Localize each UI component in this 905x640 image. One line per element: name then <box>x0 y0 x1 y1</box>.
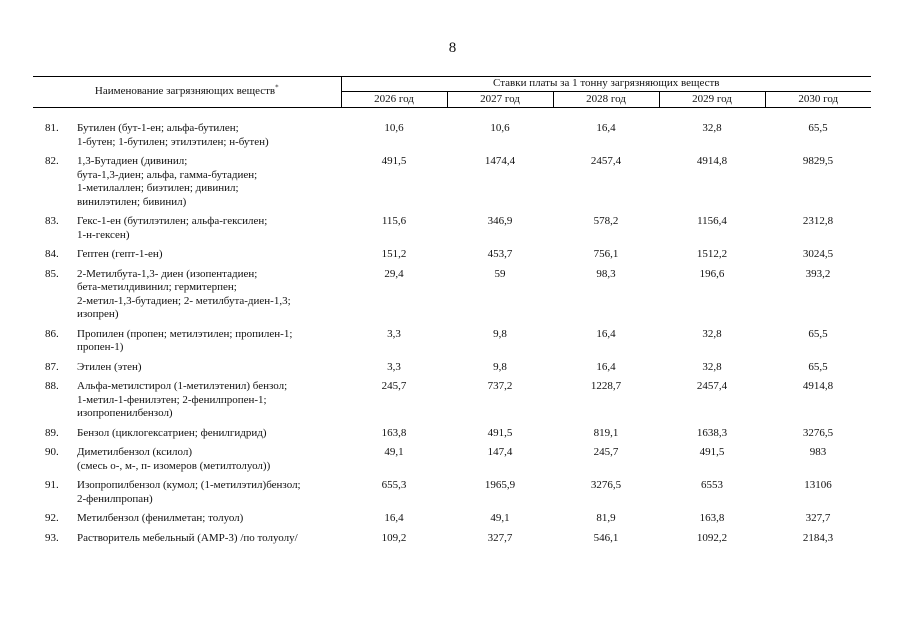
rate-value: 147,4 <box>487 446 513 458</box>
rate-value: 1965,9 <box>484 479 516 491</box>
rate-value: 756,1 <box>593 248 619 260</box>
substance-name-line: пропен-1) <box>77 341 124 353</box>
substance-name <box>75 427 341 447</box>
table-row <box>33 446 871 479</box>
substance-name-line: винилэтилен; бивинил) <box>77 195 187 208</box>
rate-value: 546,1 <box>593 531 619 544</box>
substance-name <box>75 532 341 552</box>
rate-value: 1638,3 <box>696 426 728 439</box>
rate-value: 3024,5 <box>802 248 834 260</box>
substance-name-line: бета-метилдивинил; гермитерпен; <box>77 281 237 293</box>
table-row <box>33 215 871 248</box>
substance-name <box>75 215 341 248</box>
rate-value: 3,3 <box>387 327 401 340</box>
row-number: 84. <box>45 248 59 260</box>
rate-value: 2184,3 <box>802 531 834 544</box>
rate-value: 2457,4 <box>696 380 728 392</box>
substance-name-line: 1,3-Бутадиен (дивинил; <box>77 155 188 167</box>
rate-value: 327,7 <box>487 531 513 544</box>
row-number: 87. <box>45 360 59 373</box>
rate-value: 9,8 <box>493 327 507 340</box>
row-number: 88. <box>45 380 59 392</box>
column-header-year: 2029 год <box>659 92 765 108</box>
column-header-year: 2027 год <box>447 92 553 108</box>
substance-name-line: Гекс-1-ен (бутилэтилен; альфа-гексилен; <box>77 215 268 227</box>
rate-value: 65,5 <box>808 327 828 340</box>
substance-name-line: бута-1,3-диен; альфа, гамма-бутадиен; <box>77 168 258 181</box>
rate-value: 2312,8 <box>802 215 834 227</box>
rate-value: 109,2 <box>381 531 407 544</box>
rate-value: 327,7 <box>805 512 831 524</box>
table-row <box>33 248 871 268</box>
column-header-year: 2028 год <box>553 92 659 108</box>
rate-value: 245,7 <box>593 446 619 458</box>
substance-name <box>75 512 341 532</box>
rate-value: 65,5 <box>808 360 828 373</box>
substance-name-line: 1-метилаллен; биэтилен; дивинил; <box>77 182 239 194</box>
row-number: 85. <box>45 267 59 280</box>
column-header-year: 2030 год <box>765 92 871 108</box>
substance-name <box>75 268 341 328</box>
rate-value: 4914,8 <box>696 155 728 167</box>
substance-name-line: Гептен (гепт-1-ен) <box>77 248 163 260</box>
rate-value: 9,8 <box>493 360 507 373</box>
rate-value: 10,6 <box>490 122 510 134</box>
rate-value: 245,7 <box>381 380 407 392</box>
substance-name-line: 1-н-гексен) <box>77 228 130 241</box>
substance-name-line: Бутилен (бут-1-ен; альфа-бутилен; <box>77 122 239 134</box>
rate-value: 10,6 <box>384 122 404 134</box>
rate-value: 983 <box>809 446 827 458</box>
rate-value: 32,8 <box>702 327 722 340</box>
substance-name-line: Бензол (циклогексатриен; фенилгидрид) <box>77 426 267 439</box>
rate-value: 346,9 <box>487 215 513 227</box>
table-row <box>33 479 871 512</box>
rate-value: 1092,2 <box>696 531 728 544</box>
rate-value: 453,7 <box>487 248 513 260</box>
row-number: 91. <box>45 479 59 491</box>
substance-name <box>75 155 341 215</box>
table-row <box>33 361 871 381</box>
row-number: 81. <box>45 122 59 134</box>
rate-value: 491,5 <box>699 446 725 458</box>
rate-value: 737,2 <box>487 380 513 392</box>
table-row <box>33 122 871 155</box>
substance-name-line: изопропенилбензол) <box>77 407 173 419</box>
table-body <box>33 108 871 552</box>
table-row <box>33 328 871 361</box>
row-number: 93. <box>45 531 59 544</box>
rate-value: 115,6 <box>381 215 407 227</box>
rate-value: 16,4 <box>596 327 616 340</box>
rate-value: 578,2 <box>593 215 619 227</box>
table-row <box>33 512 871 532</box>
page-number: 8 <box>448 40 457 56</box>
rate-value: 655,3 <box>381 479 407 491</box>
rate-value: 1512,2 <box>696 248 728 260</box>
row-number: 90. <box>45 446 59 458</box>
substance-name <box>75 248 341 268</box>
pollutant-rates-table <box>33 76 871 551</box>
rate-value: 3,3 <box>387 360 401 373</box>
substance-name <box>75 380 341 427</box>
rate-value: 59 <box>494 267 506 280</box>
row-number: 82. <box>45 155 59 167</box>
rate-value: 819,1 <box>593 426 619 439</box>
rate-value: 163,8 <box>699 512 725 524</box>
rate-value: 49,1 <box>490 512 510 524</box>
row-number: 83. <box>45 215 59 227</box>
rate-value: 2457,4 <box>590 155 622 167</box>
row-number: 86. <box>45 327 59 340</box>
column-header-substance-label: Наименование загрязняющих веществ <box>94 85 276 98</box>
rate-value: 196,6 <box>699 267 725 280</box>
rate-value: 151,2 <box>381 248 407 260</box>
rate-value: 32,8 <box>702 360 722 373</box>
table-row <box>33 268 871 328</box>
substance-name-line: 2-фенилпропан) <box>77 492 153 505</box>
substance-name <box>75 361 341 381</box>
rate-value: 32,8 <box>702 122 722 134</box>
rate-value: 65,5 <box>808 122 828 134</box>
rate-value: 16,4 <box>596 360 616 373</box>
substance-name-line: Метилбензол (фенилметан; толуол) <box>77 512 244 524</box>
substance-name <box>75 122 341 155</box>
substance-name-line: Пропилен (пропен; метилэтилен; пропилен-1; <box>77 327 293 340</box>
rate-value: 393,2 <box>805 267 831 280</box>
rate-value: 1156,4 <box>697 215 727 227</box>
rate-value: 1228,7 <box>590 380 622 392</box>
rate-value: 98,3 <box>596 267 616 280</box>
rate-value: 3276,5 <box>802 426 834 439</box>
column-group-header-rates: Ставки платы за 1 тонну загрязняющих веществ <box>341 77 871 92</box>
rate-value: 1474,4 <box>484 155 516 167</box>
rate-value: 49,1 <box>384 446 404 458</box>
substance-name-line: Этилен (этен) <box>77 360 142 373</box>
substance-name-line: (смесь о-, м-, п- изомеров (метилтолуол)) <box>77 459 271 472</box>
table-row <box>33 427 871 447</box>
row-number: 89. <box>45 426 59 439</box>
rate-value: 491,5 <box>381 155 407 167</box>
rate-value: 491,5 <box>487 426 513 439</box>
footnote-mark: * <box>275 83 279 92</box>
rate-value: 29,4 <box>384 267 404 280</box>
rate-value: 6553 <box>701 479 723 491</box>
substance-name-line: Альфа-метилстирол (1-метилэтенил) бензол; <box>77 380 288 392</box>
rate-value: 81,9 <box>596 512 616 524</box>
substance-name-line: изопрен) <box>77 308 119 320</box>
table-row <box>33 155 871 215</box>
substance-name <box>75 328 341 361</box>
substance-name <box>75 446 341 479</box>
substance-name-line: 2-метил-1,3-бутадиен; 2- метилбута-диен-1,3; <box>77 294 291 307</box>
rate-value: 9829,5 <box>802 155 834 167</box>
substance-name <box>75 479 341 512</box>
table-row <box>33 532 871 552</box>
rate-value: 3276,5 <box>590 479 622 491</box>
substance-name-line: 1-бутен; 1-бутилен; этилэтилен; н-бутен) <box>77 135 269 148</box>
rate-value: 13106 <box>804 479 832 491</box>
rate-value: 16,4 <box>384 512 404 524</box>
substance-name-line: 2-Метилбута-1,3- диен (изопентадиен; <box>77 267 258 280</box>
column-header-year: 2026 год <box>341 92 447 108</box>
substance-name-line: 1-метил-1-фенилэтен; 2-фенилпропен-1; <box>77 393 267 406</box>
substance-name-line: Изопропилбензол (кумол; (1-метилэтил)бензол; <box>77 479 301 491</box>
rate-value: 16,4 <box>596 122 616 134</box>
row-number: 92. <box>45 512 59 524</box>
substance-name-line: Растворитель мебельный (АМР-3) /по толуолу/ <box>77 531 298 544</box>
rate-value: 4914,8 <box>802 380 834 392</box>
rate-value: 163,8 <box>381 426 407 439</box>
table-row <box>33 380 871 427</box>
column-header-substance <box>33 77 341 108</box>
substance-name-line: Диметилбензол (ксилол) <box>77 446 193 458</box>
